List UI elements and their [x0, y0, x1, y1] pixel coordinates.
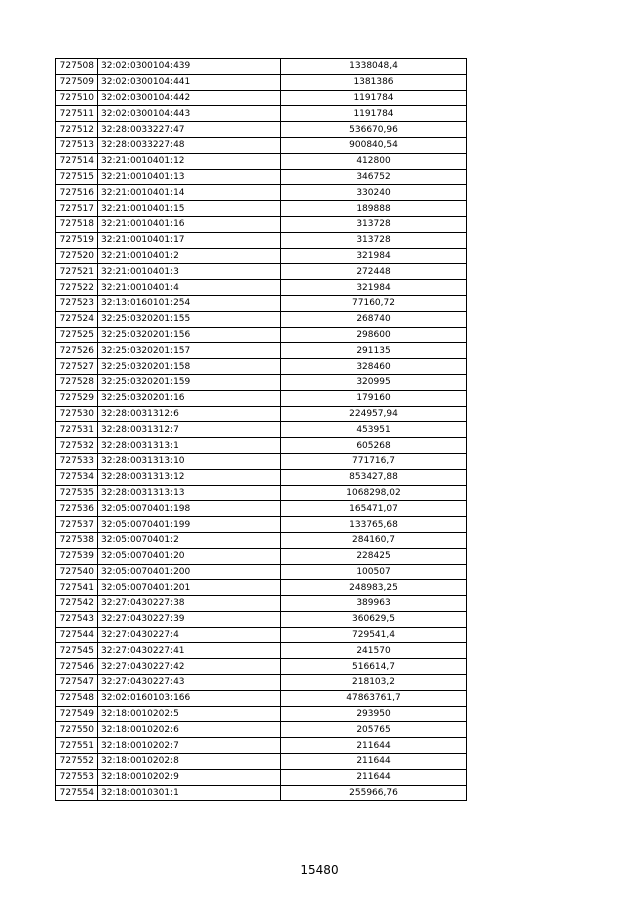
table-row — [56, 74, 467, 90]
table-row — [56, 232, 467, 248]
cadastral-number-cell: 32:02:0300104:443 — [98, 106, 281, 122]
value-cell: 453951 — [281, 422, 467, 438]
table-row — [56, 706, 467, 722]
row-number-cell: 727514 — [56, 153, 98, 169]
table-row — [56, 153, 467, 169]
value-cell: 100507 — [281, 564, 467, 580]
table-row — [56, 390, 467, 406]
value-cell: 771716,7 — [281, 453, 467, 469]
table-row — [56, 359, 467, 375]
value-cell: 1191784 — [281, 106, 467, 122]
value-cell: 189888 — [281, 201, 467, 217]
cadastral-number-cell: 32:25:0320201:159 — [98, 374, 281, 390]
row-number-cell: 727541 — [56, 580, 98, 596]
row-number-cell: 727525 — [56, 327, 98, 343]
cadastral-number-cell: 32:18:0010202:9 — [98, 769, 281, 785]
value-cell: 255966,76 — [281, 785, 467, 801]
table-row — [56, 627, 467, 643]
row-number-cell: 727526 — [56, 343, 98, 359]
row-number-cell: 727519 — [56, 232, 98, 248]
table-row — [56, 754, 467, 770]
row-number-cell: 727538 — [56, 532, 98, 548]
cadastral-number-cell: 32:25:0320201:158 — [98, 359, 281, 375]
cadastral-number-cell: 32:05:0070401:198 — [98, 501, 281, 517]
row-number-cell: 727511 — [56, 106, 98, 122]
cadastral-number-cell: 32:25:0320201:155 — [98, 311, 281, 327]
row-number-cell: 727532 — [56, 438, 98, 454]
value-cell: 133765,68 — [281, 517, 467, 533]
table-row — [56, 169, 467, 185]
cadastral-number-cell: 32:28:0031313:13 — [98, 485, 281, 501]
value-cell: 211644 — [281, 754, 467, 770]
value-cell: 228425 — [281, 548, 467, 564]
row-number-cell: 727516 — [56, 185, 98, 201]
table-row — [56, 453, 467, 469]
table-body — [56, 59, 467, 801]
value-cell: 179160 — [281, 390, 467, 406]
row-number-cell: 727524 — [56, 311, 98, 327]
value-cell: 729541,4 — [281, 627, 467, 643]
table-row — [56, 738, 467, 754]
table-row — [56, 580, 467, 596]
row-number-cell: 727508 — [56, 59, 98, 75]
cadastral-number-cell: 32:18:0010202:6 — [98, 722, 281, 738]
value-cell: 224957,94 — [281, 406, 467, 422]
cadastral-value-table — [55, 58, 467, 801]
table-row — [56, 769, 467, 785]
cadastral-number-cell: 32:21:0010401:4 — [98, 280, 281, 296]
cadastral-number-cell: 32:28:0033227:48 — [98, 137, 281, 153]
row-number-cell: 727542 — [56, 596, 98, 612]
cadastral-number-cell: 32:28:0031313:10 — [98, 453, 281, 469]
table-row — [56, 564, 467, 580]
value-cell: 298600 — [281, 327, 467, 343]
row-number-cell: 727530 — [56, 406, 98, 422]
table-row — [56, 611, 467, 627]
row-number-cell: 727527 — [56, 359, 98, 375]
row-number-cell: 727535 — [56, 485, 98, 501]
table-row — [56, 517, 467, 533]
cadastral-number-cell: 32:21:0010401:16 — [98, 216, 281, 232]
table-row — [56, 501, 467, 517]
table-row — [56, 690, 467, 706]
row-number-cell: 727509 — [56, 74, 98, 90]
row-number-cell: 727554 — [56, 785, 98, 801]
value-cell: 389963 — [281, 596, 467, 612]
cadastral-number-cell: 32:02:0300104:441 — [98, 74, 281, 90]
row-number-cell: 727546 — [56, 659, 98, 675]
row-number-cell: 727540 — [56, 564, 98, 580]
cadastral-number-cell: 32:28:0031312:6 — [98, 406, 281, 422]
value-cell: 218103,2 — [281, 675, 467, 691]
cadastral-number-cell: 32:02:0300104:439 — [98, 59, 281, 75]
value-cell: 1381386 — [281, 74, 467, 90]
value-cell: 248983,25 — [281, 580, 467, 596]
row-number-cell: 727551 — [56, 738, 98, 754]
cadastral-number-cell: 32:05:0070401:200 — [98, 564, 281, 580]
table-row — [56, 122, 467, 138]
cadastral-number-cell: 32:21:0010401:13 — [98, 169, 281, 185]
cadastral-number-cell: 32:21:0010401:3 — [98, 264, 281, 280]
table-row — [56, 264, 467, 280]
cadastral-number-cell: 32:21:0010401:14 — [98, 185, 281, 201]
row-number-cell: 727534 — [56, 469, 98, 485]
cadastral-number-cell: 32:02:0300104:442 — [98, 90, 281, 106]
cadastral-number-cell: 32:05:0070401:201 — [98, 580, 281, 596]
row-number-cell: 727533 — [56, 453, 98, 469]
value-cell: 605268 — [281, 438, 467, 454]
cadastral-number-cell: 32:13:0160101:254 — [98, 295, 281, 311]
cadastral-number-cell: 32:25:0320201:157 — [98, 343, 281, 359]
cadastral-number-cell: 32:21:0010401:15 — [98, 201, 281, 217]
value-cell: 328460 — [281, 359, 467, 375]
cadastral-number-cell: 32:02:0160103:166 — [98, 690, 281, 706]
value-cell: 165471,07 — [281, 501, 467, 517]
value-cell: 1338048,4 — [281, 59, 467, 75]
table-row — [56, 106, 467, 122]
row-number-cell: 727517 — [56, 201, 98, 217]
page-number: 15480 — [300, 863, 339, 877]
cadastral-number-cell: 32:28:0031313:1 — [98, 438, 281, 454]
table-row — [56, 201, 467, 217]
row-number-cell: 727544 — [56, 627, 98, 643]
row-number-cell: 727513 — [56, 137, 98, 153]
row-number-cell: 727543 — [56, 611, 98, 627]
value-cell: 346752 — [281, 169, 467, 185]
table-row — [56, 422, 467, 438]
row-number-cell: 727548 — [56, 690, 98, 706]
row-number-cell: 727537 — [56, 517, 98, 533]
row-number-cell: 727512 — [56, 122, 98, 138]
table-row — [56, 90, 467, 106]
row-number-cell: 727515 — [56, 169, 98, 185]
table-row — [56, 406, 467, 422]
cadastral-number-cell: 32:18:0010202:7 — [98, 738, 281, 754]
cadastral-number-cell: 32:27:0430227:38 — [98, 596, 281, 612]
cadastral-number-cell: 32:18:0010202:8 — [98, 754, 281, 770]
table-row — [56, 327, 467, 343]
row-number-cell: 727529 — [56, 390, 98, 406]
value-cell: 77160,72 — [281, 295, 467, 311]
cadastral-number-cell: 32:18:0010202:5 — [98, 706, 281, 722]
value-cell: 272448 — [281, 264, 467, 280]
table-row — [56, 343, 467, 359]
table-row — [56, 785, 467, 801]
value-cell: 293950 — [281, 706, 467, 722]
cadastral-number-cell: 32:28:0031313:12 — [98, 469, 281, 485]
cadastral-number-cell: 32:25:0320201:16 — [98, 390, 281, 406]
table-row — [56, 137, 467, 153]
value-cell: 320995 — [281, 374, 467, 390]
value-cell: 241570 — [281, 643, 467, 659]
row-number-cell: 727547 — [56, 675, 98, 691]
table-row — [56, 216, 467, 232]
row-number-cell: 727521 — [56, 264, 98, 280]
row-number-cell: 727520 — [56, 248, 98, 264]
value-cell: 360629,5 — [281, 611, 467, 627]
table-row — [56, 185, 467, 201]
value-cell: 268740 — [281, 311, 467, 327]
value-cell: 291135 — [281, 343, 467, 359]
row-number-cell: 727536 — [56, 501, 98, 517]
cadastral-number-cell: 32:21:0010401:17 — [98, 232, 281, 248]
cadastral-number-cell: 32:21:0010401:2 — [98, 248, 281, 264]
value-cell: 330240 — [281, 185, 467, 201]
row-number-cell: 727549 — [56, 706, 98, 722]
row-number-cell: 727522 — [56, 280, 98, 296]
cadastral-number-cell: 32:27:0430227:4 — [98, 627, 281, 643]
table-row — [56, 469, 467, 485]
row-number-cell: 727545 — [56, 643, 98, 659]
table-row — [56, 532, 467, 548]
row-number-cell: 727552 — [56, 754, 98, 770]
row-number-cell: 727510 — [56, 90, 98, 106]
value-cell: 516614,7 — [281, 659, 467, 675]
table-row — [56, 675, 467, 691]
table-row — [56, 485, 467, 501]
value-cell: 211644 — [281, 738, 467, 754]
cadastral-number-cell: 32:18:0010301:1 — [98, 785, 281, 801]
value-cell: 1068298,02 — [281, 485, 467, 501]
table-row — [56, 248, 467, 264]
table-row — [56, 548, 467, 564]
cadastral-number-cell: 32:25:0320201:156 — [98, 327, 281, 343]
table-row — [56, 596, 467, 612]
row-number-cell: 727553 — [56, 769, 98, 785]
table-row — [56, 659, 467, 675]
table-row — [56, 438, 467, 454]
value-cell: 47863761,7 — [281, 690, 467, 706]
cadastral-number-cell: 32:27:0430227:43 — [98, 675, 281, 691]
value-cell: 900840,54 — [281, 137, 467, 153]
table-row — [56, 280, 467, 296]
table-row — [56, 311, 467, 327]
cadastral-number-cell: 32:05:0070401:2 — [98, 532, 281, 548]
value-cell: 313728 — [281, 232, 467, 248]
row-number-cell: 727550 — [56, 722, 98, 738]
row-number-cell: 727531 — [56, 422, 98, 438]
table-row — [56, 643, 467, 659]
table-row — [56, 374, 467, 390]
row-number-cell: 727528 — [56, 374, 98, 390]
cadastral-number-cell: 32:27:0430227:41 — [98, 643, 281, 659]
cadastral-number-cell: 32:28:0031312:7 — [98, 422, 281, 438]
table-row — [56, 59, 467, 75]
table-row — [56, 722, 467, 738]
value-cell: 321984 — [281, 280, 467, 296]
cadastral-number-cell: 32:27:0430227:42 — [98, 659, 281, 675]
cadastral-number-cell: 32:28:0033227:47 — [98, 122, 281, 138]
cadastral-number-cell: 32:27:0430227:39 — [98, 611, 281, 627]
value-cell: 284160,7 — [281, 532, 467, 548]
value-cell: 853427,88 — [281, 469, 467, 485]
value-cell: 205765 — [281, 722, 467, 738]
table-row — [56, 295, 467, 311]
row-number-cell: 727523 — [56, 295, 98, 311]
value-cell: 412800 — [281, 153, 467, 169]
value-cell: 211644 — [281, 769, 467, 785]
value-cell: 321984 — [281, 248, 467, 264]
cadastral-number-cell: 32:05:0070401:199 — [98, 517, 281, 533]
value-cell: 313728 — [281, 216, 467, 232]
row-number-cell: 727539 — [56, 548, 98, 564]
row-number-cell: 727518 — [56, 216, 98, 232]
cadastral-number-cell: 32:21:0010401:12 — [98, 153, 281, 169]
value-cell: 1191784 — [281, 90, 467, 106]
value-cell: 536670,96 — [281, 122, 467, 138]
cadastral-number-cell: 32:05:0070401:20 — [98, 548, 281, 564]
